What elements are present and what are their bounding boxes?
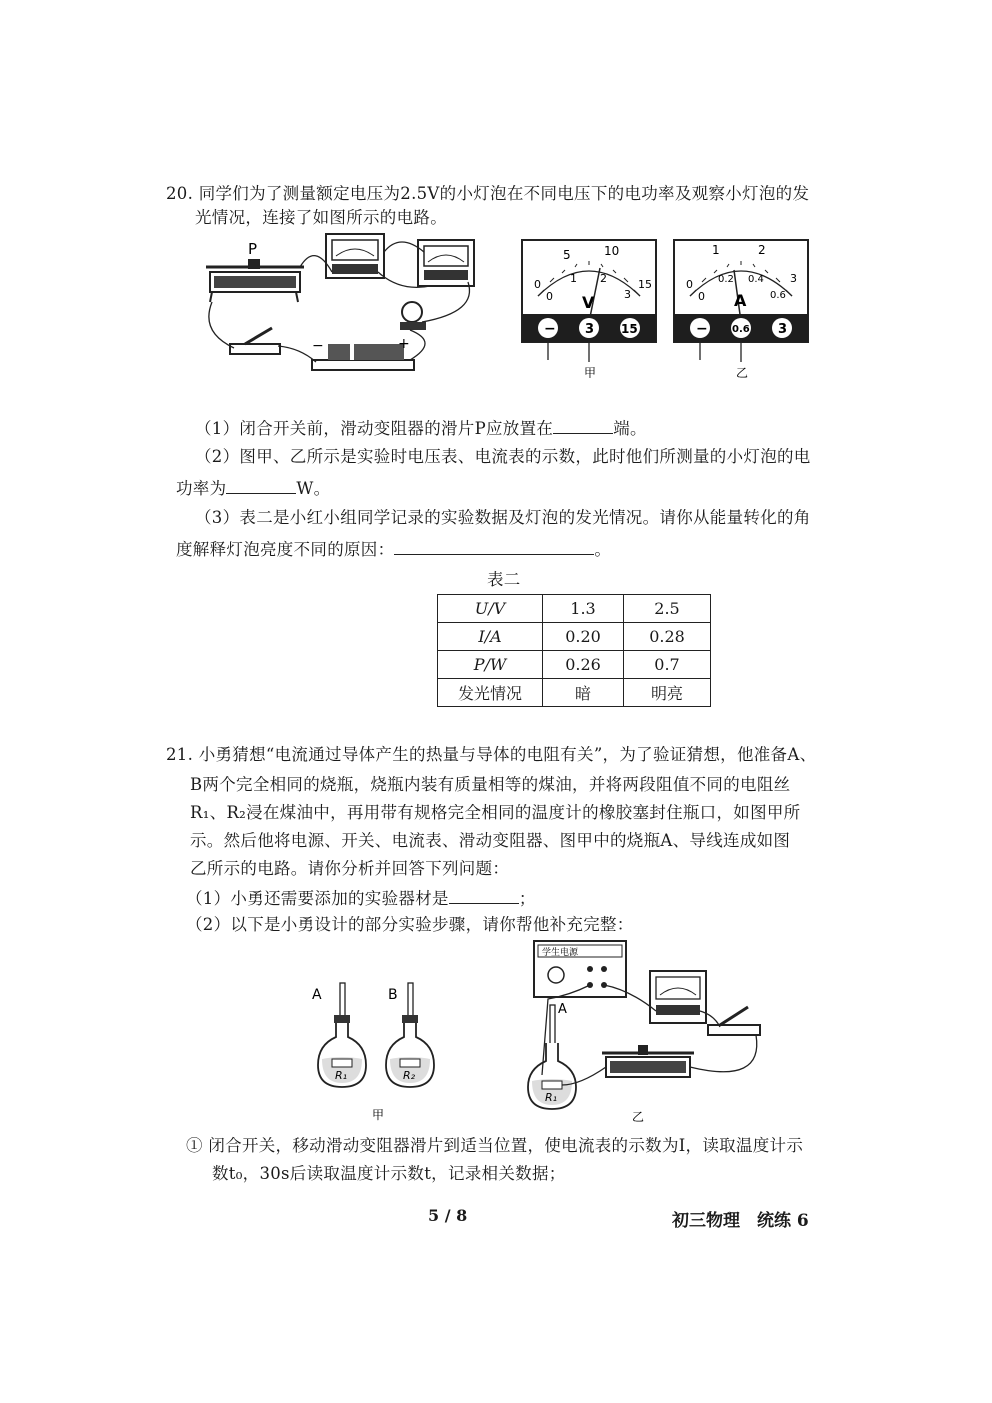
flask-a-label: A [312, 987, 322, 1003]
r1-label-2: R₁ [545, 1091, 558, 1104]
table-row: 发光情况 暗 明亮 [438, 679, 711, 707]
page-number: 5 / 8 [428, 1206, 468, 1225]
table-row: I/A 0.20 0.28 [438, 623, 711, 651]
q21-step1-line1: ① 闭合开关，移动滑动变阻器滑片到适当位置，使电流表的示数为I，读取温度计示 [186, 1136, 804, 1155]
subject-label: 初三物理 统练 6 [672, 1211, 809, 1231]
q21-line-5: 乙所示的电路。请你分析并回答下列问题： [190, 859, 510, 878]
q20-sub2-line1: （2）图甲、乙所示是实验时电压表、电流表的示数，此时他们所测量的小灯泡的电 [195, 447, 811, 466]
a-scale-inner-0: 0 [698, 290, 705, 303]
v-terminal-3: 3 [585, 322, 595, 337]
q21-line-1: 21. 小勇猜想“电流通过导体产生的热量与导体的电阻有关”，为了验证猜想，他准备A、 [166, 745, 817, 764]
v-scale-top-10: 10 [604, 244, 620, 258]
table-caption: 表二 [487, 570, 521, 589]
v-scale-top-5: 5 [563, 248, 571, 262]
q20-circuit-figure [200, 232, 520, 382]
a-terminal-3: 3 [778, 322, 788, 337]
ammeter-dial [672, 238, 812, 378]
voltmeter-symbol: V [582, 293, 595, 312]
a-terminal-minus: − [696, 321, 708, 337]
v-scale-outer-0: 0 [534, 278, 541, 291]
q20-intro-2: 光情况，连接了如图所示的电路。 [195, 208, 447, 227]
caption-right: 乙 [632, 1110, 645, 1124]
a-scale-inner-06: 0.6 [770, 290, 786, 301]
q20-sub2-line2: 功率为 W。 [176, 476, 330, 500]
v-scale-inner-3: 3 [624, 288, 631, 301]
flask-b-label: B [388, 987, 398, 1003]
ammeter-symbol: A [734, 291, 747, 310]
data-table [437, 594, 711, 707]
table-row: U/V 1.3 2.5 [438, 595, 711, 623]
q21-step1-line2: 数t₀，30s后读取温度计示数t，记录相关数据； [212, 1164, 566, 1183]
v-terminal-15: 15 [621, 322, 638, 336]
q21-line-2: B两个完全相同的烧瓶，烧瓶内装有质量相等的煤油，并将两段阻值不同的电阻丝 [190, 775, 791, 794]
power-supply-label: 学生电源 [542, 948, 579, 958]
voltmeter-dial [520, 238, 660, 378]
r2-label: R₂ [403, 1069, 416, 1082]
a-scale-outer-3: 3 [790, 272, 797, 285]
v-scale-inner-2: 2 [600, 272, 607, 285]
q20-intro-1: 同学们为了测量额定电压为2.5V的小灯泡在不同电压下的电功率及观察小灯泡的发 [198, 184, 810, 203]
r1-label: R₁ [335, 1069, 348, 1082]
caption-yi: 乙 [736, 366, 749, 378]
flask-icon [528, 1005, 576, 1109]
caption-left: 甲 [372, 1108, 385, 1122]
v-scale-inner-1: 1 [570, 272, 577, 285]
blank-q20-1[interactable] [553, 416, 613, 434]
v-scale-inner-0: 0 [546, 290, 553, 303]
table-row: P/W 0.26 0.7 [438, 651, 711, 679]
rheostat-icon [602, 1045, 694, 1077]
p-label: P [248, 240, 258, 258]
a-scale-outer-0: 0 [686, 278, 693, 291]
heating-circuit-figure [520, 935, 770, 1127]
q21-line-4: 示。然后他将电源、开关、电流表、滑动变阻器、图甲中的烧瓶A、导线连成如图 [190, 831, 791, 850]
q20-number: 20. [166, 184, 194, 203]
v-terminal-minus: − [544, 321, 556, 337]
flask-a-icon [318, 983, 366, 1087]
v-scale-outer-15: 15 [638, 278, 652, 291]
q20-sub3-line2: 度解释灯泡亮度不同的原因： 。 [176, 537, 611, 561]
a-scale-top-1: 1 [712, 243, 720, 257]
switch-icon [230, 328, 280, 354]
q20-sub1: （1）闭合开关前，滑动变阻器的滑片P应放置在 端。 [195, 416, 647, 440]
ammeter-device-icon [650, 971, 706, 1023]
q21-sub1: （1）小勇还需要添加的实验器材是 ； [186, 886, 536, 910]
q21-sub2: （2）以下是小勇设计的部分实验步骤，请你帮他补充完整： [186, 915, 634, 934]
a-terminal-06: 0.6 [732, 324, 750, 335]
battery-plus-label: + [398, 336, 410, 352]
blank-q20-3[interactable] [394, 537, 594, 555]
a-scale-inner-02: 0.2 [718, 274, 734, 285]
rheostat-icon [206, 259, 304, 302]
a-scale-top-2: 2 [758, 243, 766, 257]
blank-q20-2[interactable] [226, 476, 296, 494]
flask-a-label-2: A [558, 1002, 567, 1017]
voltmeter-device-icon [326, 234, 384, 278]
a-scale-inner-04: 0.4 [748, 274, 764, 285]
q20-sub3-line1: （3）表二是小红小组同学记录的实验数据及灯泡的发光情况。请你从能量转化的角 [195, 508, 811, 527]
q21-line-3: R₁、R₂浸在煤油中，再用带有规格完全相同的温度计的橡胶塞封住瓶口，如图甲所 [190, 803, 801, 822]
q21-number: 21. [166, 745, 194, 764]
bulb-icon [400, 302, 426, 330]
battery-minus-label: − [312, 338, 324, 354]
blank-q21-1[interactable] [449, 886, 519, 904]
q20-line-1 [166, 183, 809, 205]
caption-jia: 甲 [584, 366, 597, 378]
flasks-figure [300, 975, 470, 1125]
ammeter-device-icon [418, 240, 474, 286]
